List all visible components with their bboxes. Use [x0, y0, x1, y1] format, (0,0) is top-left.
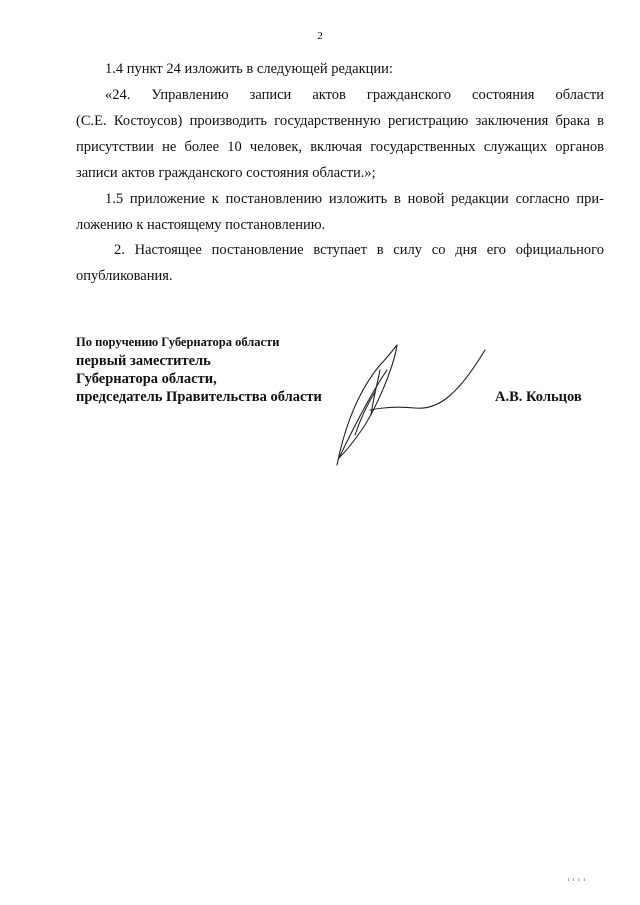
signer-name: А.В. Кольцов: [495, 389, 582, 405]
text-line: присутствии не более 10 человек, включая государственных служащих органов: [76, 139, 604, 155]
text-line: 2. Настоящее постановление вступает в силу со дня его официального: [114, 242, 604, 258]
footer-mark: ı ı ı ı: [567, 877, 586, 883]
text-line: опубликования.: [76, 268, 173, 284]
paragraph-1-5: [76, 186, 604, 238]
paragraph-2: [76, 237, 604, 289]
handwritten-signature: [325, 340, 500, 470]
text-line: 1.4 пункт 24 изложить в следующей редакции:: [105, 61, 393, 77]
signature-position-line: Губернатора области,: [76, 371, 217, 387]
signature-position-line: первый заместитель: [76, 353, 211, 369]
signature-authority-line: По поручению Губернатора области: [76, 335, 280, 349]
text-line: записи актов гражданского состояния области.»;: [76, 165, 376, 181]
signature-position-line: председатель Правительства области: [76, 389, 322, 405]
text-line: ложению к настоящему постановлению.: [76, 217, 326, 233]
paragraph-24: [76, 82, 604, 186]
page-number: 2: [317, 30, 323, 42]
text-line: (С.Е. Костоусов) производить государственную регистрацию заключения брака в: [76, 113, 604, 129]
paragraph-1-4: [76, 56, 604, 82]
text-line: «24. Управлению записи актов гражданского состояния области: [105, 87, 604, 103]
text-line: 1.5 приложение к постановлению изложить в новой редакции согласно при-: [105, 191, 604, 207]
